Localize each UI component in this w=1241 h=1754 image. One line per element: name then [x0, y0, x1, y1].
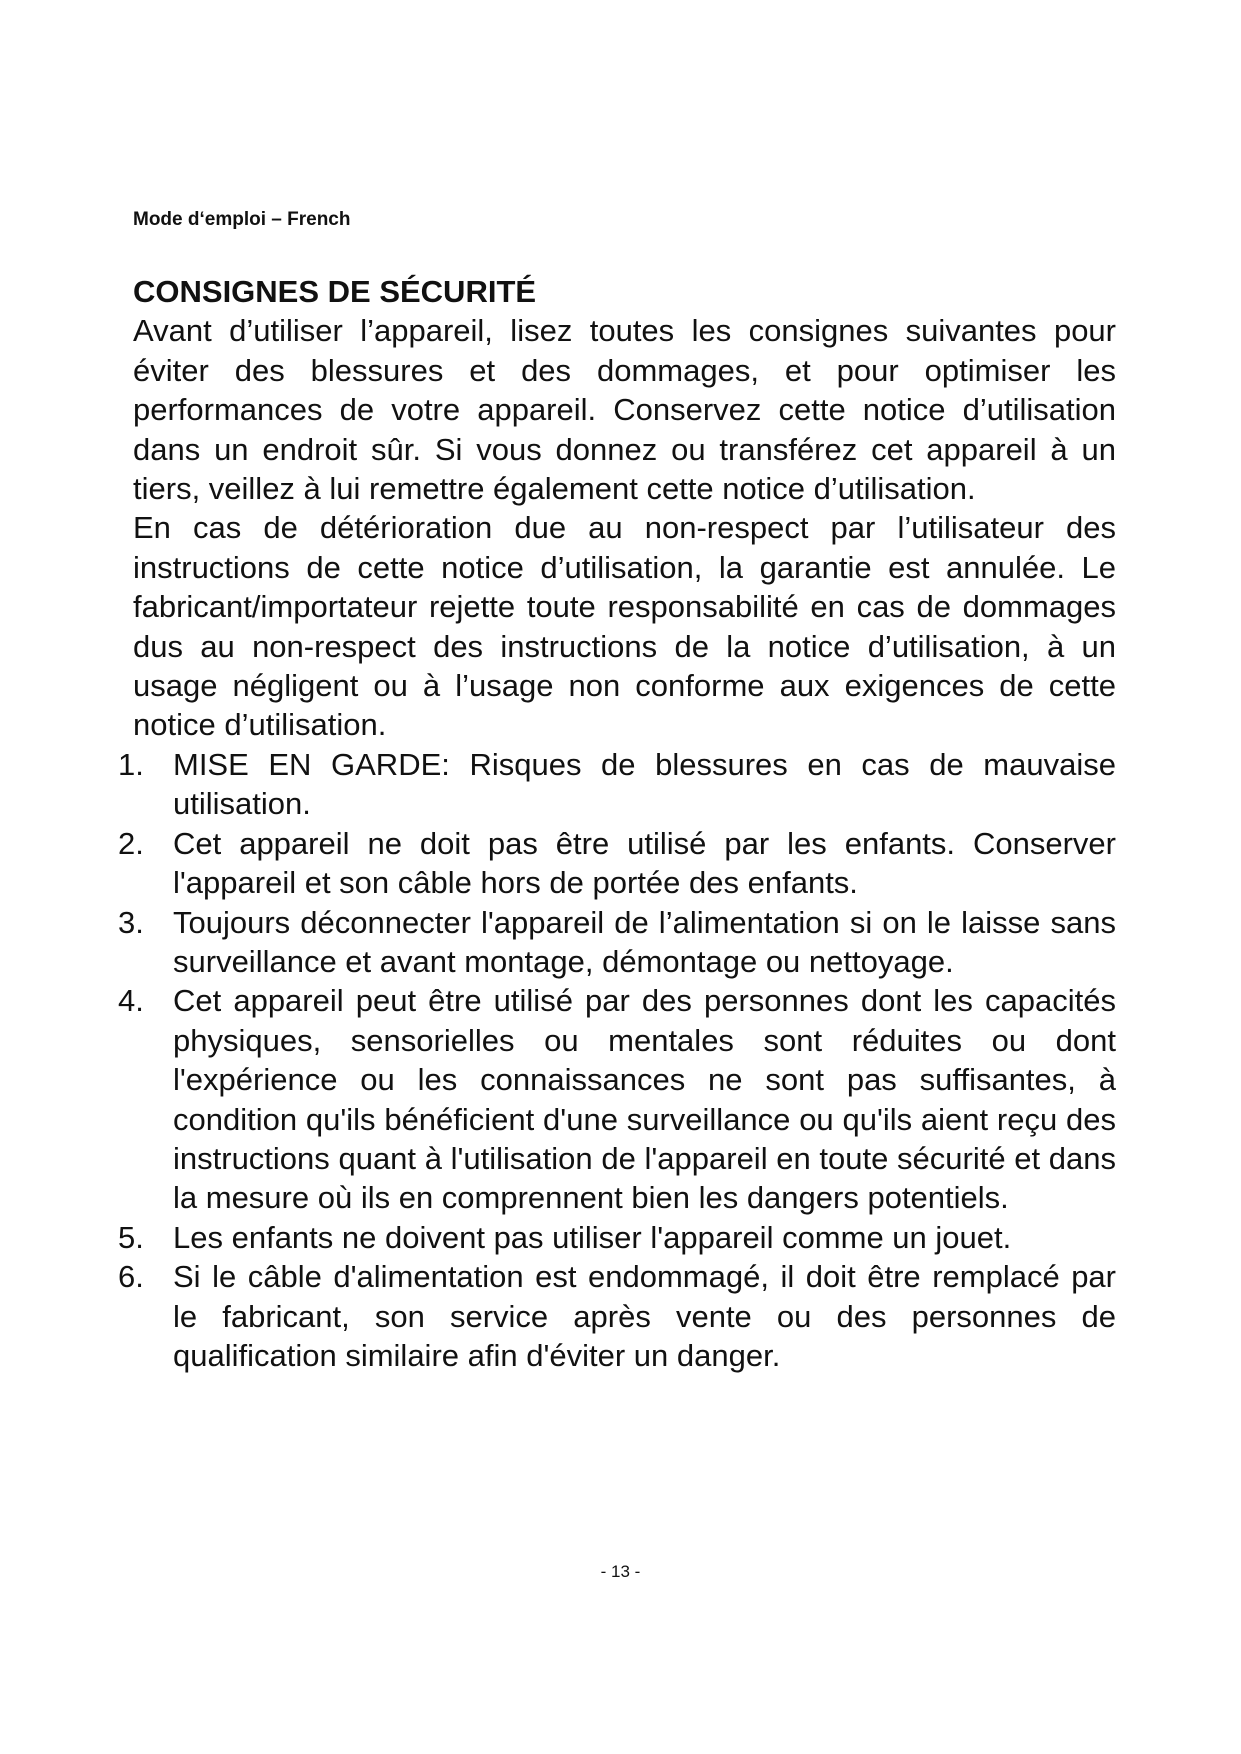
list-item-text: Cet appareil ne doit pas être utilisé par les enfants. Conserver l'appareil et son câble hors de portée des enfants.	[173, 825, 1116, 901]
list-item	[118, 981, 1116, 1217]
list-item-text: MISE EN GARDE: Risques de blessures en cas de mauvaise utilisation.	[173, 746, 1116, 822]
list-item-number: 6.	[118, 1259, 144, 1295]
intro-paragraph: Avant d’utiliser l’appareil, lisez toutes les consignes suivantes pour éviter des blessures et des dommages, et pour optimiser les performances de votre appareil. Conservez cette notice d’utilisation dans un endroit sûr. Si vous donnez ou transférez cet appareil à un tiers, veillez à lui remettre également cette notice d’utilisation.	[133, 313, 1116, 507]
warranty-paragraph: En cas de détérioration due au non-respect par l’utilisateur des instructions de cette notice d’utilisation, la garantie est annulée. Le fabricant/importateur rejette toute responsabilité en cas de dommages dus au non-respect des instructions de la notice d’utilisation, à un usage négligent ou à l’usage non conforme aux exigences de cette notice d’utilisation.	[133, 510, 1116, 743]
document-header: Mode d‘emploi – French	[133, 209, 351, 230]
page-number: - 13 -	[600, 1562, 641, 1581]
list-item	[118, 1257, 1116, 1375]
list-item-number: 2.	[118, 825, 144, 861]
list-item-number: 1.	[118, 746, 144, 782]
list-item	[118, 824, 1116, 903]
list-item-text: Les enfants ne doivent pas utiliser l'appareil comme un jouet.	[173, 1219, 1012, 1255]
list-item	[118, 745, 1116, 824]
list-item-text: Cet appareil peut être utilisé par des personnes dont les capacités physiques, sensorielles ou mentales sont réduites ou dont l'expérience ou les connaissances ne sont pas suffisantes, à condition qu'ils bénéficient d'une surveillance ou qu'ils aient reçu des instructions quant à l'utilisation de l'appareil en toute sécurité et dans la mesure où ils en comprennent bien les dangers potentiels.	[173, 983, 1116, 1216]
list-item-text: Si le câble d'alimentation est endommagé, il doit être remplacé par le fabricant, son service après vente ou des personnes de qualification similaire afin d'éviter un danger.	[173, 1259, 1116, 1373]
section-title: CONSIGNES DE SÉCURITÉ	[133, 274, 537, 309]
list-item	[118, 1218, 1116, 1257]
safety-section	[118, 272, 1116, 1375]
list-item-number: 5.	[118, 1219, 144, 1255]
list-item	[118, 903, 1116, 982]
list-item-number: 3.	[118, 904, 144, 940]
list-item-text: Toujours déconnecter l'appareil de l’alimentation si on le laisse sans surveillance et avant montage, démontage ou nettoyage.	[173, 904, 1116, 979]
safety-instructions-list	[118, 745, 1116, 1376]
list-item-number: 4.	[118, 983, 144, 1019]
